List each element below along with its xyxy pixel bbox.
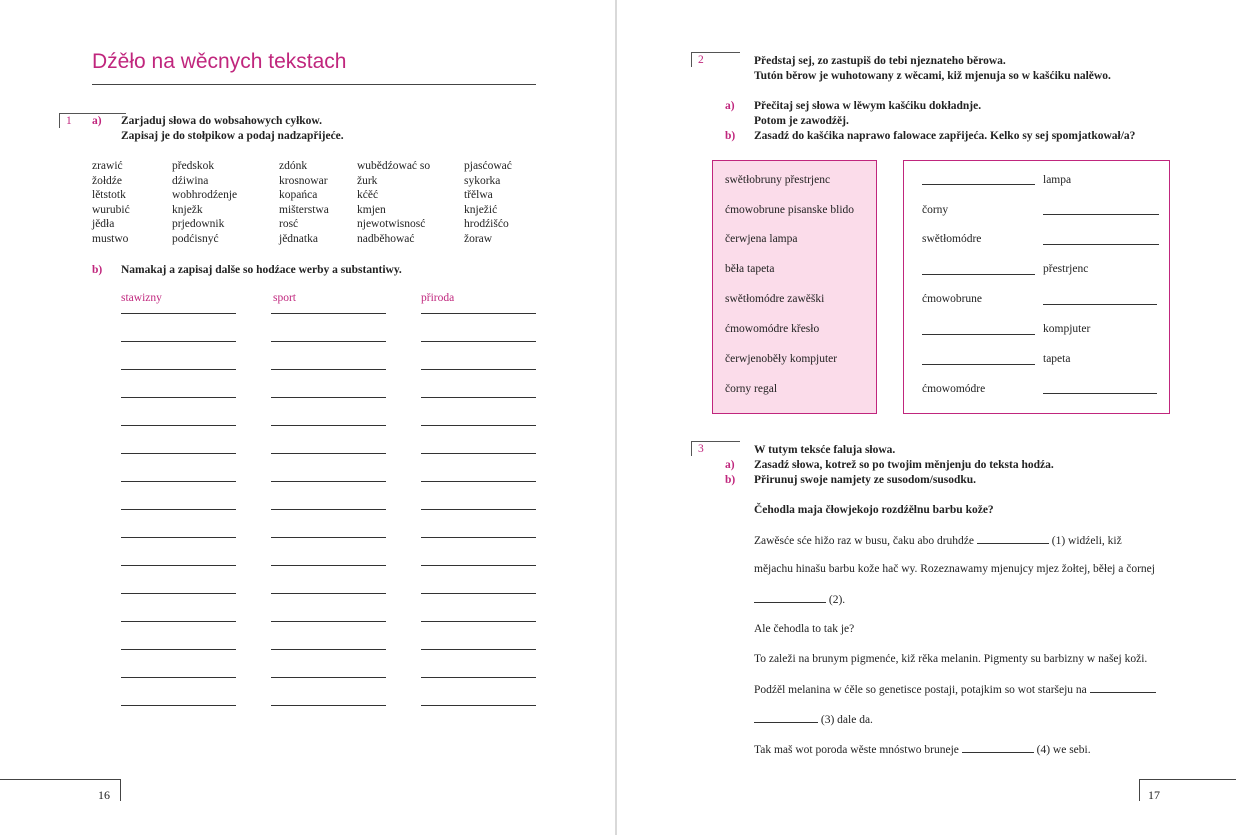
word: zrawić	[92, 160, 123, 172]
fill-blank-line[interactable]	[922, 184, 1035, 185]
exercise-2-intro-1: Předstaj sej, zo zastupiš do tebi njeznateho běrowa.	[754, 55, 1006, 67]
exercise-3b-instruction: Přirunuj swoje namjety ze susodom/susodku.	[754, 474, 977, 486]
writing-line[interactable]	[121, 677, 236, 678]
footer-rule-vertical	[1139, 779, 1140, 801]
office-item: swětłobruny přestrjenc	[725, 174, 831, 186]
word: předskok	[172, 160, 215, 172]
given-word: ćmowomódre	[922, 383, 986, 395]
word: mustwo	[92, 232, 129, 245]
word: prjedownik	[172, 218, 225, 231]
page-spine	[615, 0, 617, 835]
writing-line[interactable]	[121, 369, 236, 370]
writing-line[interactable]	[421, 369, 536, 370]
writing-line[interactable]	[421, 425, 536, 426]
word: jědnatka	[279, 232, 318, 245]
fill-blank-line[interactable]	[1043, 214, 1159, 215]
gap-blank-4[interactable]	[962, 742, 1034, 753]
writing-line[interactable]	[421, 565, 536, 566]
exercise-1a-instruction-1: Zarjaduj słowa do wobsahowych cyłkow.	[121, 115, 322, 127]
writing-line[interactable]	[121, 397, 236, 398]
exercise-2a-instruction-2: Potom je zawodźěj.	[754, 115, 849, 127]
exercise-3-number: 3	[691, 441, 740, 456]
text-fragment: Zawěsće sće hižo raz w busu, čaku abo druhdźe	[754, 535, 974, 547]
fill-blank-line[interactable]	[922, 334, 1035, 335]
exercise-3b-label: b)	[725, 474, 736, 486]
text-line-6	[754, 682, 1156, 698]
exercise-1-number: 1	[59, 113, 126, 128]
writing-line[interactable]	[421, 313, 536, 314]
word: podćisnyć	[172, 232, 219, 245]
gap-blank-3b[interactable]	[754, 712, 818, 723]
text-fragment: (3) dale da.	[820, 714, 873, 726]
given-word: ćmowobrune	[922, 293, 983, 305]
writing-line[interactable]	[421, 705, 536, 706]
category-heading: stawizny	[121, 292, 162, 304]
text-line-7	[754, 712, 873, 728]
writing-line[interactable]	[271, 369, 386, 370]
writing-line[interactable]	[271, 425, 386, 426]
exercise-1a-label: a)	[92, 115, 102, 127]
footer-rule-vertical	[120, 779, 121, 801]
word: lětstotk	[92, 189, 126, 202]
word: jědła	[92, 218, 115, 231]
word: wubědźować so	[357, 160, 431, 172]
word: kmjen	[357, 203, 386, 216]
writing-line[interactable]	[121, 425, 236, 426]
title-rule	[92, 84, 536, 85]
writing-line[interactable]	[121, 565, 236, 566]
word: wobhrodźenje	[172, 189, 238, 202]
text-line-8	[754, 742, 1091, 758]
writing-line[interactable]	[421, 677, 536, 678]
word: zdónk	[279, 160, 308, 172]
given-word: kompjuter	[1043, 323, 1091, 335]
gap-blank-2[interactable]	[754, 592, 826, 603]
exercise-3-intro: W tutym teksće faluja słowa.	[754, 444, 896, 456]
word: nadběhować	[357, 232, 415, 245]
word: sykorka	[464, 174, 501, 187]
memory-box-left	[712, 160, 877, 414]
writing-line[interactable]	[271, 593, 386, 594]
writing-line[interactable]	[271, 565, 386, 566]
category-heading: přiroda	[421, 292, 455, 304]
word: dźiwina	[172, 174, 209, 187]
writing-line[interactable]	[271, 705, 386, 706]
fill-blank-line[interactable]	[1043, 304, 1157, 305]
given-word: přestrjenc	[1043, 263, 1089, 275]
writing-line[interactable]	[271, 621, 386, 622]
text-line-3	[754, 592, 845, 608]
word: žołdźe	[92, 174, 123, 187]
writing-line[interactable]	[421, 481, 536, 482]
writing-line[interactable]	[121, 341, 236, 342]
gap-blank-1[interactable]	[977, 533, 1049, 544]
writing-line[interactable]	[121, 621, 236, 622]
exercise-2b-instruction: Zasadź do kašćika naprawo falowace zapřijeća. Kelko sy sej spomjatkował/a?	[754, 130, 1136, 142]
text-line-1	[754, 533, 1122, 549]
word: žurk	[357, 174, 378, 187]
writing-line[interactable]	[421, 621, 536, 622]
word: kopańca	[279, 189, 318, 202]
fill-blank-line[interactable]	[1043, 393, 1157, 394]
exercise-2-intro-2: Tutón běrow je wuhotowany z wěcami, kiž mjenuja so w kašćiku nalěwo.	[754, 70, 1111, 82]
page-number: 16	[98, 788, 110, 802]
text-line-2: mějachu hinašu barbu kože hač wy. Rozeznawamy mjenujcy mjez žołtej, běłej a čornej	[754, 563, 1155, 575]
word: hrodźišćo	[464, 218, 509, 231]
writing-line[interactable]	[271, 509, 386, 510]
exercise-1a-instruction-2: Zapisaj je do stołpikow a podaj nadzapřijeće.	[121, 130, 344, 142]
exercise-3a-label: a)	[725, 459, 735, 471]
word-column-4	[357, 159, 430, 247]
exercise-1b-label: b)	[92, 264, 103, 276]
page-title: Dźěło na wěcnych tekstach	[92, 50, 347, 73]
text-fragment: (2).	[828, 594, 846, 606]
word-column-5	[464, 159, 512, 247]
writing-line[interactable]	[121, 453, 236, 454]
word: rosć	[279, 218, 299, 231]
office-item: ćmowomódre křesło	[725, 323, 820, 335]
office-item: čerwjena lampa	[725, 233, 798, 245]
writing-line[interactable]	[421, 509, 536, 510]
word-column-3	[279, 159, 329, 247]
text-fragment: (1) widźeli, kiž	[1051, 535, 1122, 547]
writing-line[interactable]	[271, 313, 386, 314]
office-item: swětłomódre zawěški	[725, 293, 825, 305]
word-column-2	[172, 159, 237, 247]
office-item: běła tapeta	[725, 263, 775, 275]
writing-line[interactable]	[271, 537, 386, 538]
exercise-2-number: 2	[691, 52, 740, 67]
gap-blank-3a[interactable]	[1090, 682, 1156, 693]
exercise-2a-instruction-1: Přečitaj sej słowa w lěwym kašćiku dokładnje.	[754, 100, 982, 112]
writing-line[interactable]	[121, 537, 236, 538]
given-word: swětłomódre	[922, 233, 982, 245]
writing-line[interactable]	[271, 481, 386, 482]
word: žoraw	[464, 232, 493, 245]
fill-blank-line[interactable]	[922, 364, 1035, 365]
word-column-1	[92, 159, 130, 247]
writing-line[interactable]	[271, 397, 386, 398]
writing-line[interactable]	[421, 341, 536, 342]
word: kćěć	[357, 189, 379, 202]
writing-line[interactable]	[271, 677, 386, 678]
writing-line[interactable]	[421, 453, 536, 454]
office-item: čorny regal	[725, 383, 778, 395]
page-number: 17	[1148, 788, 1160, 802]
office-item: ćmowobrune pisanske blido	[725, 204, 855, 216]
text-line-4: Ale čehodla to tak je?	[754, 623, 855, 635]
text-heading: Čehodla maja čłowjekojo rozdźělnu barbu kože?	[754, 504, 994, 516]
category-heading: sport	[273, 292, 296, 304]
text-line-5: To zaleži na brunym pigmenće, kiž rěka melanin. Pigmenty su barbizny w našej koži.	[754, 653, 1148, 665]
writing-line[interactable]	[421, 649, 536, 650]
text-fragment: Podźěl melanina w ćěle so genetisce postaji, potajkim so wot staršeju na	[754, 684, 1087, 696]
given-word: lampa	[1043, 174, 1072, 186]
exercise-3a-instruction: Zasadź słowa, kotrež so po twojim měnjenju do teksta hodźa.	[754, 459, 1054, 471]
office-item: čerwjenoběły kompjuter	[725, 353, 838, 365]
word: třělwa	[464, 189, 493, 202]
fill-blank-line[interactable]	[1043, 244, 1159, 245]
word: pjasćować	[464, 160, 512, 172]
text-fragment: Tak maš wot poroda wěste mnóstwo bruneje	[754, 744, 959, 756]
word: mišterstwa	[279, 203, 329, 216]
footer-rule	[1139, 779, 1236, 780]
footer-rule	[0, 779, 120, 780]
writing-line[interactable]	[271, 453, 386, 454]
writing-line[interactable]	[271, 649, 386, 650]
word: wurubić	[92, 203, 130, 216]
writing-line[interactable]	[421, 593, 536, 594]
writing-line[interactable]	[121, 593, 236, 594]
exercise-1b-instruction: Namakaj a zapisaj dalše so hodźace werby a substantiwy.	[121, 264, 402, 276]
given-word: čorny	[922, 204, 949, 216]
writing-line[interactable]	[121, 705, 236, 706]
text-fragment: (4) we sebi.	[1036, 744, 1091, 756]
writing-line[interactable]	[121, 509, 236, 510]
writing-line[interactable]	[421, 537, 536, 538]
writing-line[interactable]	[121, 481, 236, 482]
word: krosnowar	[279, 174, 328, 187]
memory-box-right	[903, 160, 1170, 414]
given-word: tapeta	[1043, 353, 1071, 365]
word: njewotwisnosć	[357, 218, 426, 231]
writing-line[interactable]	[121, 313, 236, 314]
exercise-2b-label: b)	[725, 130, 736, 142]
word: knježk	[172, 203, 203, 216]
word: knježić	[464, 203, 498, 216]
writing-line[interactable]	[421, 397, 536, 398]
writing-line[interactable]	[121, 649, 236, 650]
exercise-2a-label: a)	[725, 100, 735, 112]
fill-blank-line[interactable]	[922, 274, 1035, 275]
writing-line[interactable]	[271, 341, 386, 342]
